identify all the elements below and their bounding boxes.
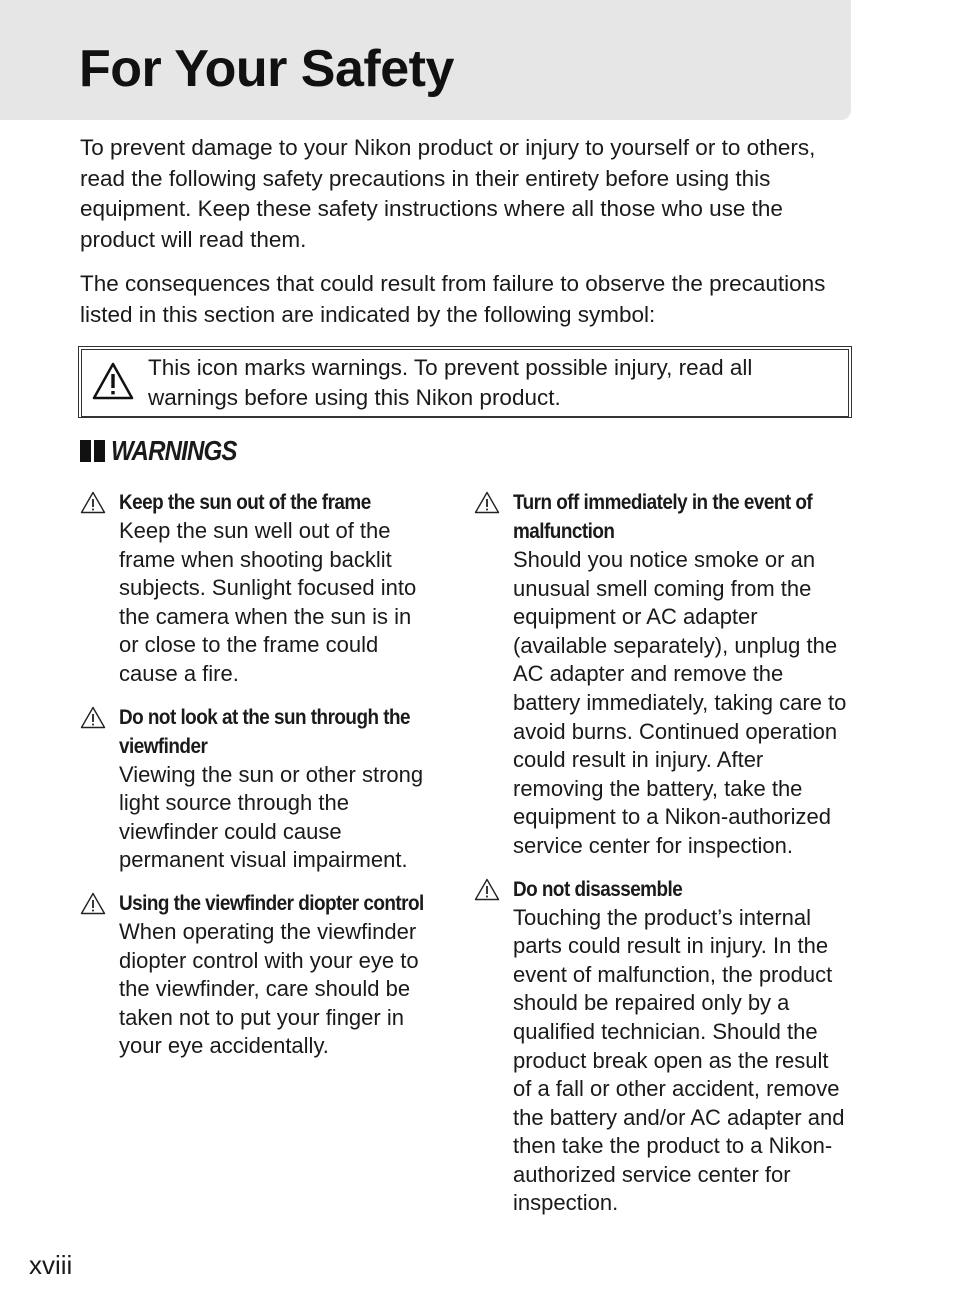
warning-title-line-1: Turn off immediately in the event of xyxy=(513,490,813,514)
warning-title-line-2: malfunction xyxy=(513,519,615,543)
warning-body: Touching the product’s internal parts could result in injury. In the event of malfunction, the product should be repaired only by a qualified technician. Should the product break open as the result of a fall or other accident, remove the battery and/or AC adapter and then take the product to a Nikon-authorized service center for inspection. xyxy=(513,904,845,1216)
warning-body: Keep the sun well out of the frame when shooting backlit subjects. Sunlight focused into the camera when the sun is in or close to the frame could cause a fire. xyxy=(119,518,417,686)
warning-body: When operating the viewfinder diopter control with your eye to the viewfinder, care should be taken not to put your finger in your eye accidentally. xyxy=(119,918,419,1059)
intro-paragraph-2: The consequences that could result from failure to observe the precautions listed in this section are indicated by the following symbol: xyxy=(80,271,826,327)
warning-item xyxy=(80,488,425,689)
warning-title: Keep the sun out of the frame xyxy=(119,490,371,514)
page-title: For Your Safety xyxy=(79,40,454,98)
warning-triangle-icon xyxy=(92,362,134,400)
warnings-heading xyxy=(80,434,257,468)
warnings-title: WARNINGS xyxy=(111,435,237,466)
warning-body: Viewing the sun or other strong light source through the viewfinder could cause permanent visual impairment. xyxy=(119,761,424,873)
warnings-right-column xyxy=(474,488,852,1218)
warnings-left-column xyxy=(80,488,425,1061)
double-bar-icon xyxy=(80,440,105,462)
warning-triangle-icon xyxy=(474,491,500,514)
warning-triangle-icon xyxy=(80,892,106,915)
warning-legend-text: This icon marks warnings. To prevent possible injury, read all warnings before using this Nikon product. xyxy=(148,355,753,410)
warning-title-line-1: Do not look at the sun through the xyxy=(119,704,411,729)
warning-triangle-icon xyxy=(80,491,106,514)
warning-item xyxy=(474,488,852,861)
intro-paragraph-1: To prevent damage to your Nikon product or injury to yourself or to others, read the following safety precautions in their entirety before using this equipment. Keep these safety instructions where all those who use the product will read them. xyxy=(80,135,816,252)
warning-triangle-icon xyxy=(474,878,500,901)
warning-item xyxy=(80,889,425,1061)
warning-body: Should you notice smoke or an unusual smell coming from the equipment or AC adapter (available separately), unplug the AC adapter and remove the battery immediately, taking care to avoid burns. Continued operation could result in injury. After removing the battery, take the equipment to a Nikon-authorized service center for inspection. xyxy=(513,547,847,858)
warning-legend-box xyxy=(78,346,852,418)
warning-triangle-icon xyxy=(80,706,106,729)
warning-title: Do not disassemble xyxy=(513,876,683,901)
warning-item xyxy=(80,703,425,875)
warning-title: Using the viewfinder diopter control xyxy=(119,890,424,915)
page-number: xviii xyxy=(29,1250,73,1280)
warning-item xyxy=(474,875,852,1219)
warning-title-line-2: viewfinder xyxy=(119,733,208,758)
